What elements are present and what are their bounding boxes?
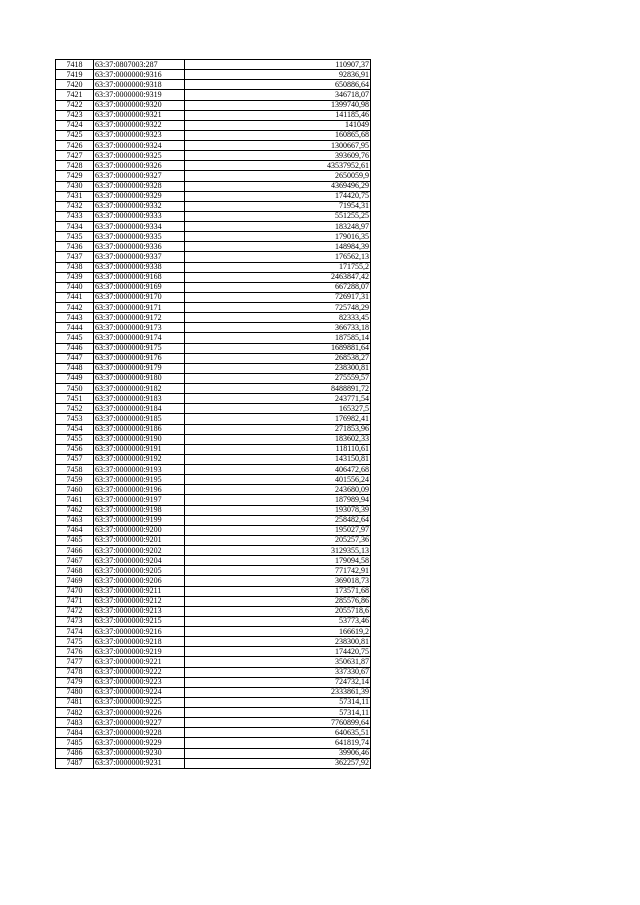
cadastral-number-cell: 63:37:0000000:9323 — [94, 130, 185, 140]
cadastral-number-cell: 63:37:0000000:9334 — [94, 222, 185, 232]
cadastral-value-cell: 640635,51 — [185, 728, 371, 738]
cadastral-number-cell: 63:37:0000000:9225 — [94, 697, 185, 707]
row-number-cell: 7434 — [56, 222, 94, 232]
table-row — [56, 242, 371, 252]
cadastral-number-cell: 63:37:0000000:9223 — [94, 677, 185, 687]
cadastral-value-cell: 4369496,29 — [185, 181, 371, 191]
row-number-cell: 7456 — [56, 444, 94, 454]
row-number-cell: 7453 — [56, 414, 94, 424]
cadastral-value-cell: 118110,61 — [185, 444, 371, 454]
table-row — [56, 303, 371, 313]
table-row — [56, 454, 371, 464]
row-number-cell: 7476 — [56, 647, 94, 657]
cadastral-number-cell: 63:37:0000000:9174 — [94, 333, 185, 343]
row-number-cell: 7465 — [56, 535, 94, 545]
cadastral-value-cell: 258482,64 — [185, 515, 371, 525]
cadastral-value-cell: 187989,94 — [185, 495, 371, 505]
table-row — [56, 191, 371, 201]
cadastral-value-cell: 195027,97 — [185, 525, 371, 535]
cadastral-number-cell: 63:37:0000000:9168 — [94, 272, 185, 282]
table-row — [56, 120, 371, 130]
cadastral-value-cell: 43537952,61 — [185, 161, 371, 171]
row-number-cell: 7479 — [56, 677, 94, 687]
cadastral-value-cell: 2055718,6 — [185, 606, 371, 616]
cadastral-number-cell: 63:37:0000000:9226 — [94, 708, 185, 718]
cadastral-value-cell: 57314,11 — [185, 697, 371, 707]
cadastral-number-cell: 63:37:0000000:9333 — [94, 211, 185, 221]
cadastral-number-cell: 63:37:0000000:9173 — [94, 323, 185, 333]
table-row — [56, 718, 371, 728]
cadastral-number-cell: 63:37:0000000:9230 — [94, 748, 185, 758]
cadastral-number-cell: 63:37:0000000:9171 — [94, 303, 185, 313]
table-row — [56, 353, 371, 363]
row-number-cell: 7439 — [56, 272, 94, 282]
cadastral-value-cell: 165327,5 — [185, 404, 371, 414]
row-number-cell: 7442 — [56, 303, 94, 313]
cadastral-number-cell: 63:37:0000000:9199 — [94, 515, 185, 525]
cadastral-value-cell: 179016,35 — [185, 232, 371, 242]
row-number-cell: 7430 — [56, 181, 94, 191]
cadastral-number-cell: 63:37:0000000:9204 — [94, 556, 185, 566]
row-number-cell: 7445 — [56, 333, 94, 343]
row-number-cell: 7431 — [56, 191, 94, 201]
row-number-cell: 7484 — [56, 728, 94, 738]
row-number-cell: 7474 — [56, 627, 94, 637]
cadastral-value-cell: 92836,91 — [185, 70, 371, 80]
cadastral-number-cell: 63:37:0000000:9320 — [94, 100, 185, 110]
table-row — [56, 465, 371, 475]
table-row — [56, 80, 371, 90]
cadastral-number-cell: 63:37:0000000:9219 — [94, 647, 185, 657]
row-number-cell: 7485 — [56, 738, 94, 748]
cadastral-number-cell: 63:37:0000000:9206 — [94, 576, 185, 586]
table-row — [56, 596, 371, 606]
table-row — [56, 758, 371, 768]
table-row — [56, 556, 371, 566]
cadastral-number-cell: 63:37:0000000:9326 — [94, 161, 185, 171]
table-row — [56, 384, 371, 394]
cadastral-value-cell: 183602,33 — [185, 434, 371, 444]
row-number-cell: 7454 — [56, 424, 94, 434]
table-row — [56, 252, 371, 262]
row-number-cell: 7440 — [56, 282, 94, 292]
cadastral-value-cell: 2463847,42 — [185, 272, 371, 282]
cadastral-number-cell: 63:37:0000000:9324 — [94, 141, 185, 151]
cadastral-value-table — [55, 59, 371, 769]
cadastral-number-cell: 63:37:0000000:9221 — [94, 657, 185, 667]
cadastral-value-cell: 193078,39 — [185, 505, 371, 515]
cadastral-number-cell: 63:37:0000000:9213 — [94, 606, 185, 616]
cadastral-number-cell: 63:37:0000000:9211 — [94, 586, 185, 596]
table-row — [56, 606, 371, 616]
cadastral-value-cell: 141185,46 — [185, 110, 371, 120]
cadastral-value-cell: 176562,13 — [185, 252, 371, 262]
cadastral-value-cell: 141049 — [185, 120, 371, 130]
row-number-cell: 7475 — [56, 637, 94, 647]
cadastral-value-cell: 724732,14 — [185, 677, 371, 687]
row-number-cell: 7433 — [56, 211, 94, 221]
table-row — [56, 272, 371, 282]
cadastral-number-cell: 63:37:0000000:9321 — [94, 110, 185, 120]
row-number-cell: 7451 — [56, 394, 94, 404]
row-number-cell: 7437 — [56, 252, 94, 262]
row-number-cell: 7468 — [56, 566, 94, 576]
table-row — [56, 546, 371, 556]
row-number-cell: 7473 — [56, 616, 94, 626]
cadastral-number-cell: 63:37:0000000:9337 — [94, 252, 185, 262]
cadastral-number-cell: 63:37:0000000:9222 — [94, 667, 185, 677]
cadastral-number-cell: 63:37:0000000:9175 — [94, 343, 185, 353]
row-number-cell: 7477 — [56, 657, 94, 667]
table-row — [56, 222, 371, 232]
row-number-cell: 7482 — [56, 708, 94, 718]
cadastral-number-cell: 63:37:0000000:9190 — [94, 434, 185, 444]
row-number-cell: 7470 — [56, 586, 94, 596]
cadastral-value-cell: 243680,09 — [185, 485, 371, 495]
cadastral-number-cell: 63:37:0000000:9205 — [94, 566, 185, 576]
cadastral-number-cell: 63:37:0000000:9336 — [94, 242, 185, 252]
table-row — [56, 728, 371, 738]
table-row — [56, 130, 371, 140]
row-number-cell: 7480 — [56, 687, 94, 697]
cadastral-number-cell: 63:37:0000000:9193 — [94, 465, 185, 475]
row-number-cell: 7459 — [56, 475, 94, 485]
cadastral-value-cell: 171755,2 — [185, 262, 371, 272]
row-number-cell: 7471 — [56, 596, 94, 606]
cadastral-value-cell: 641819,74 — [185, 738, 371, 748]
cadastral-value-cell: 243771,54 — [185, 394, 371, 404]
cadastral-value-cell: 2333861,39 — [185, 687, 371, 697]
cadastral-number-cell: 63:37:0000000:9197 — [94, 495, 185, 505]
table-row — [56, 627, 371, 637]
row-number-cell: 7432 — [56, 201, 94, 211]
row-number-cell: 7462 — [56, 505, 94, 515]
cadastral-value-cell: 82333,45 — [185, 313, 371, 323]
table-row — [56, 505, 371, 515]
cadastral-value-cell: 369018,73 — [185, 576, 371, 586]
cadastral-number-cell: 63:37:0000000:9329 — [94, 191, 185, 201]
cadastral-value-cell: 1300667,95 — [185, 141, 371, 151]
cadastral-number-cell: 63:37:0000000:9322 — [94, 120, 185, 130]
cadastral-number-cell: 63:37:0000000:9169 — [94, 282, 185, 292]
row-number-cell: 7467 — [56, 556, 94, 566]
row-number-cell: 7463 — [56, 515, 94, 525]
cadastral-value-cell: 725748,29 — [185, 303, 371, 313]
cadastral-number-cell: 63:37:0000000:9192 — [94, 454, 185, 464]
table-row — [56, 262, 371, 272]
table-row — [56, 60, 371, 70]
table-row — [56, 616, 371, 626]
table-row — [56, 495, 371, 505]
cadastral-value-cell: 148984,39 — [185, 242, 371, 252]
row-number-cell: 7436 — [56, 242, 94, 252]
table-row — [56, 181, 371, 191]
cadastral-value-cell: 166619,2 — [185, 627, 371, 637]
cadastral-number-cell: 63:37:0000000:9201 — [94, 535, 185, 545]
row-number-cell: 7421 — [56, 90, 94, 100]
cadastral-value-cell: 1399740,98 — [185, 100, 371, 110]
cadastral-value-cell: 650886,64 — [185, 80, 371, 90]
cadastral-number-cell: 63:37:0000000:9196 — [94, 485, 185, 495]
row-number-cell: 7425 — [56, 130, 94, 140]
cadastral-number-cell: 63:37:0000000:9198 — [94, 505, 185, 515]
cadastral-value-cell: 3129355,13 — [185, 546, 371, 556]
row-number-cell: 7428 — [56, 161, 94, 171]
table-row — [56, 141, 371, 151]
cadastral-value-cell: 71954,31 — [185, 201, 371, 211]
table-row — [56, 414, 371, 424]
table-row — [56, 708, 371, 718]
row-number-cell: 7466 — [56, 546, 94, 556]
table-row — [56, 697, 371, 707]
cadastral-value-cell: 771742,91 — [185, 566, 371, 576]
table-row — [56, 566, 371, 576]
table-row — [56, 171, 371, 181]
table-row — [56, 738, 371, 748]
cadastral-number-cell: 63:37:0000000:9183 — [94, 394, 185, 404]
cadastral-value-cell: 1689881,64 — [185, 343, 371, 353]
cadastral-number-cell: 63:37:0000000:9338 — [94, 262, 185, 272]
table-row — [56, 444, 371, 454]
row-number-cell: 7457 — [56, 454, 94, 464]
table-row — [56, 110, 371, 120]
table-row — [56, 667, 371, 677]
row-number-cell: 7472 — [56, 606, 94, 616]
row-number-cell: 7420 — [56, 80, 94, 90]
cadastral-value-cell: 176982,41 — [185, 414, 371, 424]
cadastral-value-cell: 366733,18 — [185, 323, 371, 333]
cadastral-number-cell: 63:37:0000000:9182 — [94, 384, 185, 394]
cadastral-value-cell: 337330,67 — [185, 667, 371, 677]
row-number-cell: 7449 — [56, 373, 94, 383]
row-number-cell: 7461 — [56, 495, 94, 505]
row-number-cell: 7426 — [56, 141, 94, 151]
cadastral-number-cell: 63:37:0000000:9184 — [94, 404, 185, 414]
cadastral-value-cell: 667288,07 — [185, 282, 371, 292]
table-row — [56, 677, 371, 687]
cadastral-number-cell: 63:37:0000000:9215 — [94, 616, 185, 626]
cadastral-number-cell: 63:37:0000000:9179 — [94, 363, 185, 373]
table-row — [56, 232, 371, 242]
cadastral-number-cell: 63:37:0000000:9316 — [94, 70, 185, 80]
cadastral-number-cell: 63:37:0000000:9200 — [94, 525, 185, 535]
cadastral-value-cell: 401556,24 — [185, 475, 371, 485]
cadastral-value-cell: 205257,36 — [185, 535, 371, 545]
cadastral-value-cell: 275559,57 — [185, 373, 371, 383]
cadastral-value-cell: 726917,31 — [185, 292, 371, 302]
cadastral-value-cell: 174420,75 — [185, 191, 371, 201]
cadastral-number-cell: 63:37:0000000:9327 — [94, 171, 185, 181]
table-row — [56, 333, 371, 343]
row-number-cell: 7448 — [56, 363, 94, 373]
row-number-cell: 7444 — [56, 323, 94, 333]
cadastral-value-cell: 173571,68 — [185, 586, 371, 596]
cadastral-value-cell: 8488891,72 — [185, 384, 371, 394]
cadastral-value-cell: 143150,81 — [185, 454, 371, 464]
row-number-cell: 7424 — [56, 120, 94, 130]
cadastral-number-cell: 63:37:0000000:9202 — [94, 546, 185, 556]
row-number-cell: 7483 — [56, 718, 94, 728]
cadastral-value-cell: 174420,75 — [185, 647, 371, 657]
cadastral-value-cell: 183248,97 — [185, 222, 371, 232]
cadastral-number-cell: 63:37:0000000:9224 — [94, 687, 185, 697]
table-row — [56, 343, 371, 353]
table-row — [56, 151, 371, 161]
table-row — [56, 313, 371, 323]
cadastral-number-cell: 63:37:0000000:9227 — [94, 718, 185, 728]
cadastral-number-cell: 63:37:0000000:9319 — [94, 90, 185, 100]
table-row — [56, 434, 371, 444]
table-row — [56, 201, 371, 211]
table-row — [56, 485, 371, 495]
row-number-cell: 7486 — [56, 748, 94, 758]
table-row — [56, 394, 371, 404]
table-row — [56, 515, 371, 525]
row-number-cell: 7464 — [56, 525, 94, 535]
table-row — [56, 292, 371, 302]
cadastral-value-cell: 362257,92 — [185, 758, 371, 768]
table-row — [56, 363, 371, 373]
cadastral-number-cell: 63:37:0000000:9335 — [94, 232, 185, 242]
table-row — [56, 657, 371, 667]
cadastral-number-cell: 63:37:0000000:9191 — [94, 444, 185, 454]
row-number-cell: 7443 — [56, 313, 94, 323]
table-row — [56, 90, 371, 100]
row-number-cell: 7458 — [56, 465, 94, 475]
cadastral-value-cell: 187585,14 — [185, 333, 371, 343]
cadastral-value-cell: 53773,46 — [185, 616, 371, 626]
table-row — [56, 525, 371, 535]
table-row — [56, 637, 371, 647]
cadastral-value-cell: 551255,25 — [185, 211, 371, 221]
row-number-cell: 7450 — [56, 384, 94, 394]
cadastral-number-cell: 63:37:0000000:9185 — [94, 414, 185, 424]
cadastral-number-cell: 63:37:0000000:9195 — [94, 475, 185, 485]
row-number-cell: 7427 — [56, 151, 94, 161]
cadastral-value-cell: 346718,07 — [185, 90, 371, 100]
row-number-cell: 7455 — [56, 434, 94, 444]
cadastral-number-cell: 63:37:0000000:9228 — [94, 728, 185, 738]
row-number-cell: 7418 — [56, 60, 94, 70]
cadastral-value-cell: 285576,86 — [185, 596, 371, 606]
cadastral-value-cell: 393609,76 — [185, 151, 371, 161]
row-number-cell: 7469 — [56, 576, 94, 586]
row-number-cell: 7447 — [56, 353, 94, 363]
row-number-cell: 7460 — [56, 485, 94, 495]
cadastral-value-cell: 238300,81 — [185, 637, 371, 647]
table-row — [56, 647, 371, 657]
cadastral-value-cell: 7760899,64 — [185, 718, 371, 728]
cadastral-value-cell: 57314,11 — [185, 708, 371, 718]
table-row — [56, 323, 371, 333]
table-row — [56, 211, 371, 221]
table-row — [56, 373, 371, 383]
cadastral-value-cell: 268538,27 — [185, 353, 371, 363]
cadastral-value-cell: 110907,37 — [185, 60, 371, 70]
cadastral-value-cell: 179094,58 — [185, 556, 371, 566]
row-number-cell: 7419 — [56, 70, 94, 80]
cadastral-number-cell: 63:37:0807003:287 — [94, 60, 185, 70]
cadastral-value-cell: 406472,68 — [185, 465, 371, 475]
table-row — [56, 748, 371, 758]
cadastral-number-cell: 63:37:0000000:9218 — [94, 637, 185, 647]
cadastral-number-cell: 63:37:0000000:9180 — [94, 373, 185, 383]
row-number-cell: 7423 — [56, 110, 94, 120]
row-number-cell: 7438 — [56, 262, 94, 272]
cadastral-number-cell: 63:37:0000000:9318 — [94, 80, 185, 90]
cadastral-number-cell: 63:37:0000000:9216 — [94, 627, 185, 637]
cadastral-number-cell: 63:37:0000000:9328 — [94, 181, 185, 191]
row-number-cell: 7441 — [56, 292, 94, 302]
cadastral-value-cell: 160865,68 — [185, 130, 371, 140]
row-number-cell: 7429 — [56, 171, 94, 181]
table-row — [56, 687, 371, 697]
cadastral-value-cell: 350631,87 — [185, 657, 371, 667]
table-row — [56, 576, 371, 586]
table-row — [56, 404, 371, 414]
table-row — [56, 535, 371, 545]
table-row — [56, 586, 371, 596]
row-number-cell: 7481 — [56, 697, 94, 707]
cadastral-number-cell: 63:37:0000000:9176 — [94, 353, 185, 363]
cadastral-number-cell: 63:37:0000000:9325 — [94, 151, 185, 161]
table-row — [56, 100, 371, 110]
cadastral-value-cell: 271853,96 — [185, 424, 371, 434]
cadastral-number-cell: 63:37:0000000:9172 — [94, 313, 185, 323]
table-row — [56, 475, 371, 485]
cadastral-number-cell: 63:37:0000000:9231 — [94, 758, 185, 768]
row-number-cell: 7452 — [56, 404, 94, 414]
cadastral-value-cell: 39906,46 — [185, 748, 371, 758]
cadastral-number-cell: 63:37:0000000:9170 — [94, 292, 185, 302]
row-number-cell: 7422 — [56, 100, 94, 110]
cadastral-value-cell: 238300,81 — [185, 363, 371, 373]
table-row — [56, 424, 371, 434]
cadastral-number-cell: 63:37:0000000:9229 — [94, 738, 185, 748]
row-number-cell: 7446 — [56, 343, 94, 353]
cadastral-number-cell: 63:37:0000000:9212 — [94, 596, 185, 606]
cadastral-number-cell: 63:37:0000000:9186 — [94, 424, 185, 434]
cadastral-value-cell: 2650059,9 — [185, 171, 371, 181]
row-number-cell: 7435 — [56, 232, 94, 242]
row-number-cell: 7487 — [56, 758, 94, 768]
row-number-cell: 7478 — [56, 667, 94, 677]
table-row — [56, 282, 371, 292]
cadastral-number-cell: 63:37:0000000:9332 — [94, 201, 185, 211]
table-row — [56, 70, 371, 80]
table-row — [56, 161, 371, 171]
